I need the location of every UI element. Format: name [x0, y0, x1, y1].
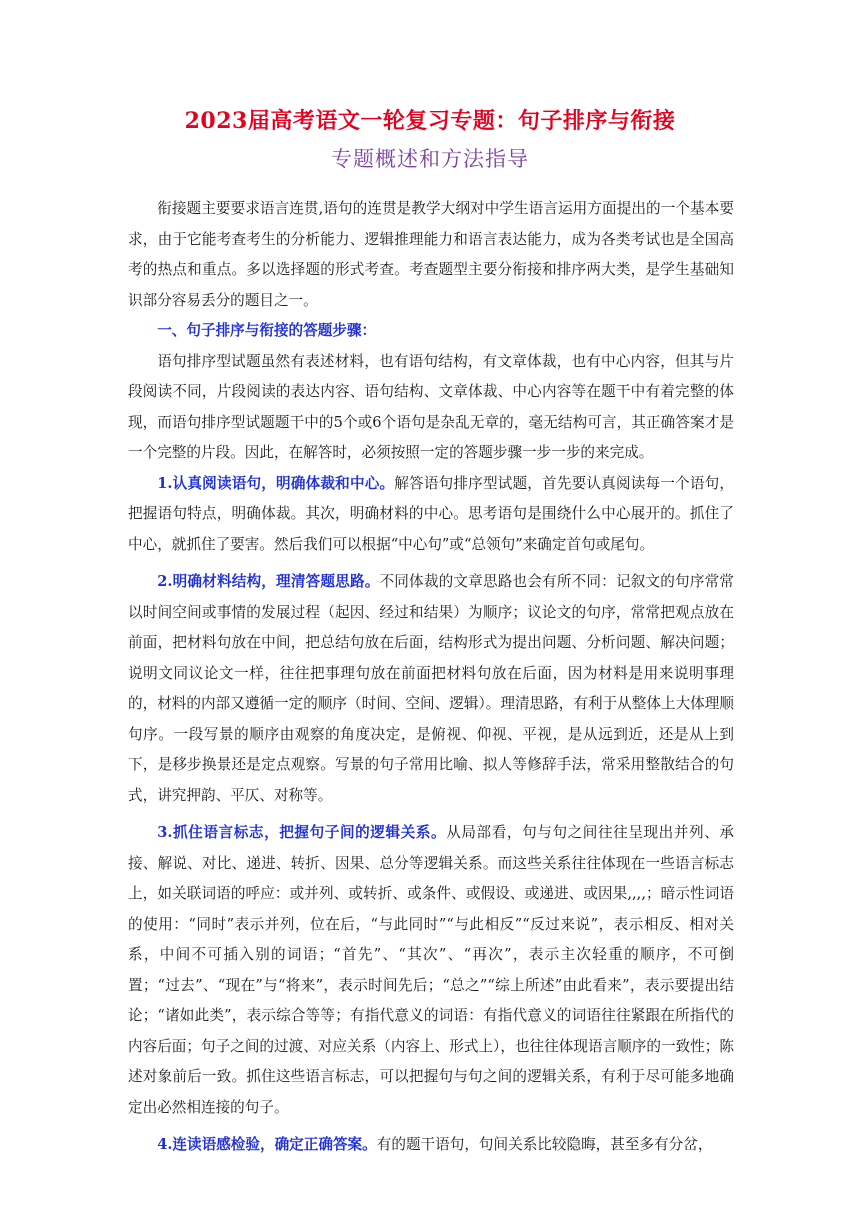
step-text-4: 有的题干语句，句间关系比较隐晦，甚至多有分岔，: [376, 1136, 713, 1153]
step-lead-1: 1.认真阅读语句，明确体裁和中心。: [157, 474, 395, 492]
intro-paragraph: 衔接题主要要求语言连贯,语句的连贯是教学大纲对中学生语言运用方面提出的一个基本要求，由于它能考查考生的分析能力、逻辑推理能力和语言表达能力，成为各类考试也是全国高考的热点和重点。多以选择题的形式考查。考查题型主要分衔接和排序两大类，是学生基础知识部分容易丢分的题目之一。: [128, 200, 734, 309]
step-text-1: 解答语句排序型试题，首先要认真阅读每一个语句，把握语句特点，明确体裁。其次，明确材料的中心。思考语句是围绕什么中心展开的。抓住了中心，就抓住了要害。然后我们可以根据“中心句”或“总领句”来确定首句或尾句。: [128, 474, 734, 553]
step-lead-3: 3.抓住语言标志，把握句子间的逻辑关系。: [157, 824, 447, 841]
section-heading: 一、句子排序与衔接的答题步骤：: [157, 322, 377, 339]
step-text-2: 不同体裁的文章思路也会有所不同：记叙文的句序常常以时间空间或事情的发展过程（起因、经过和结果）为顺序；议论文的句序，常常把观点放在前面，把材料句放在中间，把总结句放在后面，结构形式为提出问题、分析问题、解决问题；说明文同议论文一样，往往把事理句放在前面把材料句放在后面，因为材料是用来说明事理的，材料的内部又遵循一定的顺序（时间、空间、逻辑）。理清思路，有利于从整体上大体理顺句序。一段写景的顺序由观察的角度决定，是俯视、仰视、平视，是从远到近，还是从上到下，是移步换景还是定点观察。写景的句子常用比喻、拟人等修辞手法，常采用整散结合的句式，讲究押韵、平仄、对称等。: [128, 573, 734, 804]
step-paragraph-1: [128, 469, 734, 561]
document-title: 2023届高考语文一轮复习专题：句子排序与衔接: [184, 108, 676, 134]
step-paragraph-3: [128, 818, 734, 1123]
step-lead-4: 4.连读语感检验，确定正确答案。: [157, 1136, 377, 1153]
step-lead-2: 2.明确材料结构，理清答题思路。: [157, 573, 380, 590]
section-paragraph: 语句排序型试题虽然有表述材料，也有语句结构，有文章体裁，也有中心内容，但其与片段阅读不同，片段阅读的表达内容、语句结构、文章体裁、中心内容等在题干中有着完整的体现，而语句排序型试题题干中的5个或6个语句是杂乱无章的，毫无结构可言，其正确答案才是一个完整的片段。因此，在解答时，必须按照一定的答题步骤一步一步的来完成。: [128, 352, 734, 461]
step-paragraph-2: [128, 567, 734, 811]
document-subtitle: 专题概述和方法指导: [331, 147, 529, 171]
step-paragraph-4: [128, 1130, 734, 1161]
step-text-3: 从局部看，句与句之间往往呈现出并列、承接、解说、对比、递进、转折、因果、总分等逻辑关系。而这些关系往往体现在一些语言标志上，如关联词语的呼应：或并列、或转折、或条件、或假设、或递进、或因果,,,,；暗示性词语的使用：“同时”表示并列，位在后，“与此同时”“与此相反”“反过来说”，表示相反、相对关系，中间不可插入别的词语；“首先”、“其次”、“再次”，表示主次轻重的顺序，不可倒置；“过去”、“现在”与“将来”，表示时间先后；“总之”“综上所述”由此看来”，表示要提出结论；“诸如此类”，表示综合等等；有指代意义的词语：有指代意义的词语往往紧跟在所指代的内容后面；句子之间的过渡、对应关系（内容上、形式上），也往往体现语言顺序的一致性；陈述对象前后一致。抓住这些语言标志，可以把握句与句之间的逻辑关系，有利于尽可能多地确定出必然相连接的句子。: [128, 824, 734, 1116]
document-body: [128, 194, 734, 1161]
